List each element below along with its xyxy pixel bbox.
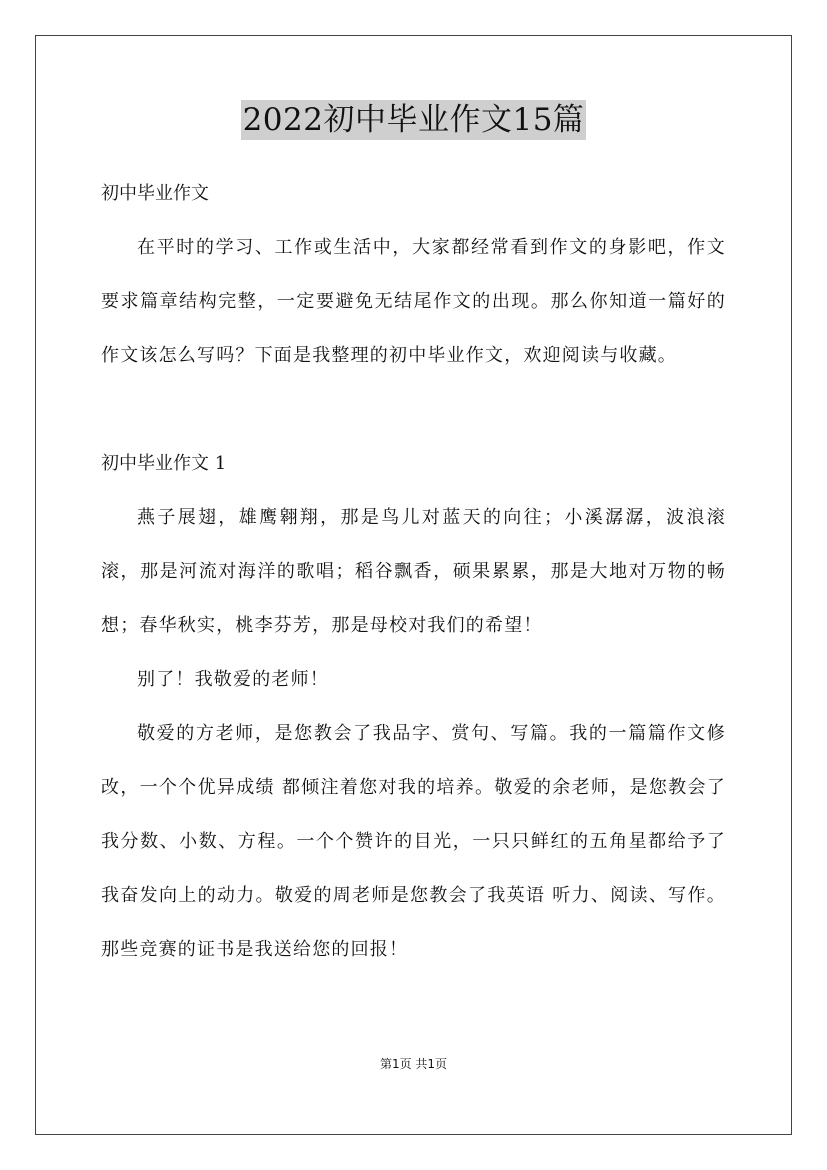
document-body: [101, 167, 726, 977]
essay-1-paragraph-2: 别了！我敬爱的老师！: [137, 669, 329, 690]
title-area: [0, 100, 827, 140]
page-number: 第1页 共1页: [379, 1057, 448, 1071]
page-footer: [0, 1056, 827, 1072]
essay-1-paragraph-3: 敬爱的方老师，是您教会了我品字、赏句、写篇。我的一篇篇作文修改，一个个优异成绩 都倾注着您对我的培养。敬爱的余老师，是您教会了我分数、小数、方程。一个个赞许的目光，一只只鲜红的五角星都给予了我奋发向上的动力。敬爱的周老师是您教会了我英语 听力、阅读、写作。那些竞赛的证书是我送给您的回报！: [101, 723, 726, 960]
section-spacer: [101, 383, 726, 437]
intro-paragraph: 在平时的学习、工作或生活中，大家都经常看到作文的身影吧，作文要求篇章结构完整，一定要避免无结尾作文的出现。那么你知道一篇好的作文该怎么写吗？下面是我整理的初中毕业作文，欢迎阅读与收藏。: [101, 237, 726, 366]
essay-1-paragraph-1: 燕子展翅，雄鹰翱翔，那是鸟儿对蓝天的向往；小溪潺潺，波浪滚滚，那是河流对海洋的歌唱；稻谷飘香，硕果累累，那是大地对万物的畅想；春华秋实，桃李芬芳，那是母校对我们的希望！: [101, 507, 726, 636]
essay-1-heading: 初中毕业作文 1: [101, 453, 227, 474]
document-title: 2022初中毕业作文15篇: [242, 102, 585, 138]
intro-heading: 初中毕业作文: [101, 183, 209, 204]
